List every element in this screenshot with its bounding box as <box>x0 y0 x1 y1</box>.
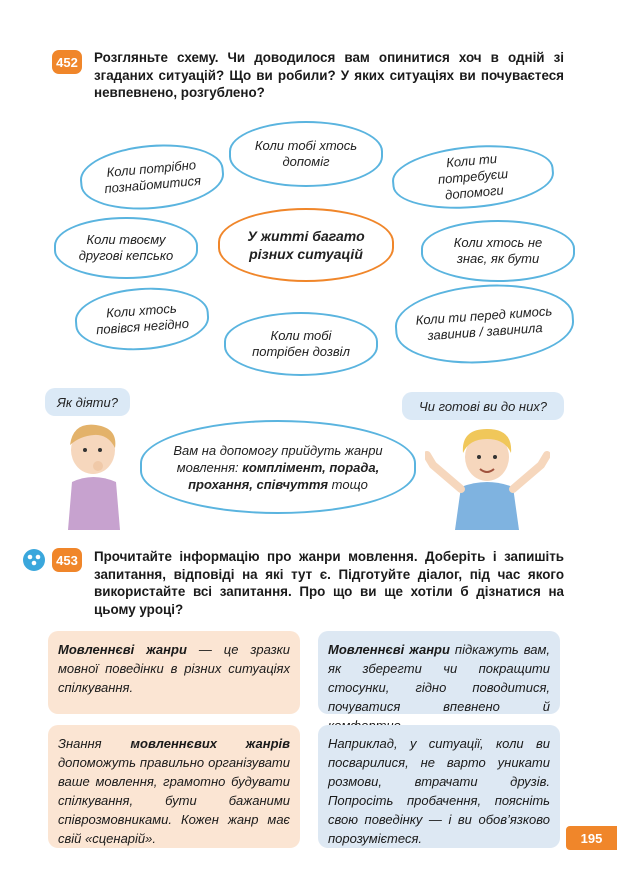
cloud-permission: Коли тобі потрібен дозвіл <box>224 312 378 376</box>
task-453-text: Прочитайте інформацію про жанри мовлення. Доберіть і запишіть запитання, відповіді на які тут є. Підготуйте діалог, під час якого використайте всі запитання. Про що ви ще хотіли б дізнатися на цьому уроці? <box>94 549 564 617</box>
page-number: 195 <box>566 826 617 850</box>
boy-right-illustration <box>425 425 550 530</box>
genres-list-1: комплімент, порада, <box>242 459 380 475</box>
task-number: 452 <box>56 54 78 70</box>
boy-left-illustration <box>58 420 128 530</box>
cloud-center: У житті багато різних ситуацій <box>218 208 394 282</box>
task-452-text: Розгляньте схему. Чи доводилося вам опинитися хоч в одній зі згаданих ситуацій? Що ви робили? У яких ситуаціях ви почуваєтеся невпевнено, розгублено? <box>94 50 564 100</box>
cloud-guilty: Коли ти перед кимось завинив / завинила <box>392 279 576 369</box>
cloud-behaved-badly: Коли хтось повівся негідно <box>73 283 211 354</box>
speech-bubble-right: Чи готові ви до них? <box>402 392 564 420</box>
cloud-helped: Коли тобі хтось допоміг <box>229 121 383 187</box>
genres-line1: Вам на допомогу прийдуть жанри <box>173 442 383 458</box>
genres-list-2: прохання, співчуття <box>188 476 329 492</box>
task-number: 453 <box>56 552 78 568</box>
cloud-dont-know: Коли хтось не знає, як бути <box>421 220 575 282</box>
cloud-meet: Коли потрібно познайомитися <box>77 139 226 215</box>
info-box-example: Наприклад, у ситуації, коли ви посварилися, не варто уникати розмови, втрачати друзів. Попросіть пробачення, поясніть свою поведінку — і ви обов’язково порозумієтеся. <box>318 725 560 848</box>
info-box-knowledge: Знання мовленнєвих жанрів допоможуть правильно організувати ваше мовлення, грамотно будувати спілкування, бути бажаними співрозмовниками. Кожен жанр має свій «сценарій». <box>48 725 300 848</box>
cloud-need-help: Коли ти потребуєш допомоги <box>390 139 557 215</box>
group-work-icon <box>22 548 46 572</box>
speech-bubble-left: Як діяти? <box>45 388 130 416</box>
cloud-genres: Вам на допомогу прийдуть жанри мовлення: комплімент, порада, прохання, співчуття тощо <box>140 420 416 514</box>
cloud-friend-bad: Коли твоєму другові кепсько <box>54 217 198 279</box>
task-number-badge <box>52 50 82 74</box>
info-box-definition: Мовленнєві жанри — це зразки мовної поведінки в різних ситуаціях спілкування. <box>48 631 300 714</box>
task-number-badge-453 <box>52 548 82 572</box>
info-box-purpose: Мовленнєві жанри підкажуть вам, як зберегти чи покращити стосунки, гідно поводитися, почуватися впевнено й <box>318 631 560 714</box>
